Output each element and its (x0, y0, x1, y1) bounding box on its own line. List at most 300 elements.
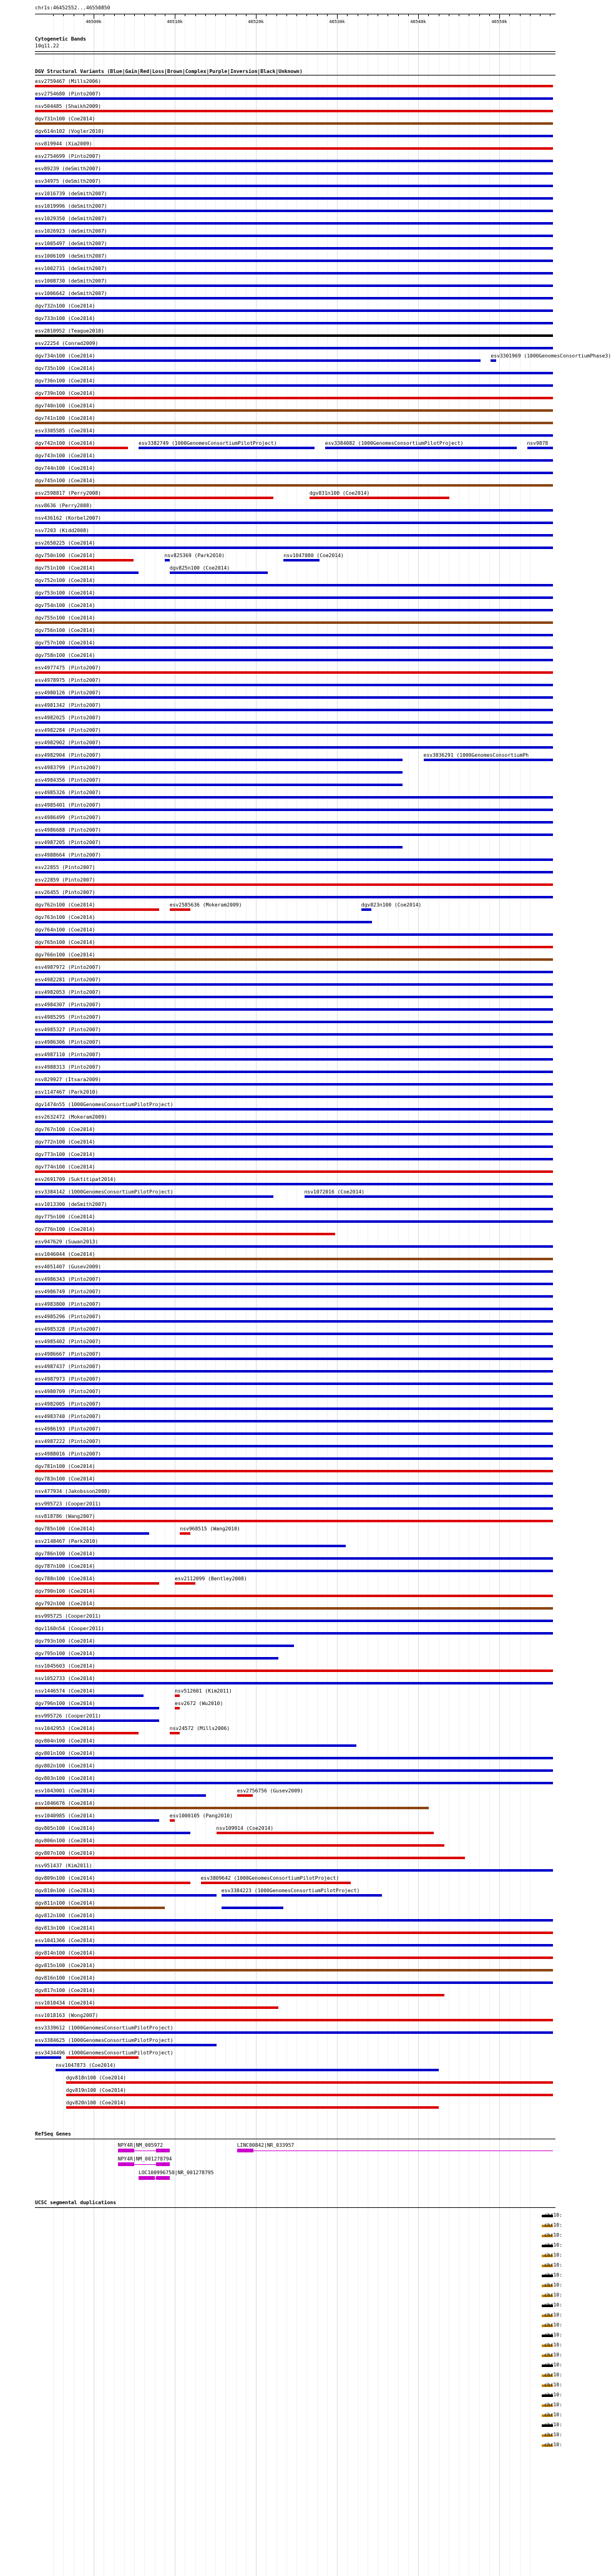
variant-bar[interactable] (35, 1582, 159, 1585)
variant-label[interactable]: esv1006642 (deSmith2007) (35, 291, 107, 296)
variant-label[interactable]: esv1016739 (deSmith2007) (35, 191, 107, 197)
segdup-label[interactable]: chr10: (544, 2252, 562, 2258)
variant-label[interactable]: esv3382749 (1000GenomesConsortiumPilotProject) (139, 440, 277, 446)
variant-label[interactable]: dgv809n100 (Coe2014) (35, 1875, 95, 1881)
segdup-label[interactable]: chr10: (544, 2412, 562, 2418)
variant-bar[interactable] (35, 297, 553, 299)
variant-bar[interactable] (175, 1694, 180, 1697)
variant-label[interactable]: nsv24572 (Mills2006) (169, 1726, 230, 1731)
variant-label[interactable]: esv1008730 (deSmith2007) (35, 278, 107, 284)
variant-label[interactable]: dgv815n100 (Coe2014) (35, 1963, 95, 1968)
variant-label[interactable]: esv1046676 (Coe2014) (35, 1801, 95, 1806)
segdup-label[interactable]: chr10: (544, 2422, 562, 2428)
variant-bar[interactable] (35, 1120, 553, 1123)
segdup-label[interactable]: chr10: (544, 2382, 562, 2388)
variant-bar[interactable] (35, 372, 553, 374)
variant-bar[interactable] (35, 584, 553, 586)
variant-bar[interactable] (66, 2056, 139, 2059)
variant-bar[interactable] (35, 97, 553, 100)
variant-label[interactable]: esv4988016 (Pinto2007) (35, 1451, 101, 1457)
variant-bar[interactable] (35, 1944, 553, 1947)
variant-label[interactable]: dgv816n100 (Coe2014) (35, 1975, 95, 1981)
variant-bar[interactable] (35, 172, 553, 175)
variant-label[interactable]: esv1043001 (Coe2014) (35, 1788, 95, 1794)
segdup-label[interactable]: chr10: (544, 2322, 562, 2328)
variant-bar[interactable] (35, 1570, 553, 1572)
variant-bar[interactable] (35, 834, 553, 836)
segdup-label[interactable]: chr10: (544, 2372, 562, 2378)
variant-label[interactable]: esv4978975 (Pinto2007) (35, 678, 101, 683)
variant-label[interactable]: nsv968515 (Wang2010) (180, 1526, 240, 1532)
variant-bar[interactable] (35, 746, 553, 749)
variant-label[interactable]: nsv818786 (Wang2007) (35, 1514, 95, 1519)
variant-bar[interactable] (35, 1707, 159, 1709)
variant-label[interactable]: esv995726 (Cooper2011) (35, 1713, 101, 1719)
variant-bar[interactable] (170, 908, 190, 911)
cyto-band-label[interactable]: 10q11.22 (35, 43, 59, 49)
segdup-label[interactable]: chr10: (544, 2392, 562, 2398)
variant-bar[interactable] (35, 1645, 294, 1647)
variant-label[interactable]: dgv790n100 (Coe2014) (35, 1588, 95, 1594)
gene-exon[interactable] (139, 2176, 155, 2180)
variant-bar[interactable] (35, 1145, 553, 1148)
variant-label[interactable]: nsv504485 (Shaikh2009) (35, 104, 101, 109)
variant-label[interactable]: dgv762n100 (Coe2014) (35, 902, 95, 908)
variant-label[interactable]: nsv829927 (Itsara2009) (35, 1077, 101, 1082)
variant-bar[interactable] (35, 908, 159, 911)
variant-label[interactable]: esv26455 (Pinto2007) (35, 890, 95, 895)
variant-label[interactable]: dgv1474n55 (1000GenomesConsortiumPilotProject) (35, 1102, 174, 1107)
variant-label[interactable]: esv2632472 (Mokeram2009) (35, 1114, 107, 1120)
variant-label[interactable]: esv4987222 (Pinto2007) (35, 1439, 101, 1444)
gene-exon[interactable] (156, 2149, 170, 2152)
variant-bar[interactable] (35, 709, 553, 711)
variant-label[interactable]: dgv757n100 (Coe2014) (35, 640, 95, 646)
variant-label[interactable]: esv4982025 (Pinto2007) (35, 715, 101, 721)
variant-label[interactable]: esv2691709 (Suktitipat2014) (35, 1177, 117, 1182)
variant-bar[interactable] (35, 422, 553, 424)
variant-bar[interactable] (35, 571, 139, 574)
variant-label[interactable]: esv4987110 (Pinto2007) (35, 1052, 101, 1057)
variant-label[interactable]: dgv755n100 (Coe2014) (35, 615, 95, 621)
variant-bar[interactable] (35, 1819, 159, 1822)
variant-bar[interactable] (35, 522, 553, 524)
variant-label[interactable]: esv1040985 (Coe2014) (35, 1813, 95, 1819)
variant-bar[interactable] (35, 1732, 139, 1734)
variant-bar[interactable] (175, 1707, 180, 1709)
variant-label[interactable]: esv4983740 (Pinto2007) (35, 1414, 101, 1419)
variant-label[interactable]: dgv751n100 (Coe2014) (35, 565, 95, 571)
variant-bar[interactable] (35, 309, 553, 312)
variant-label[interactable]: dgv810n100 (Coe2014) (35, 1888, 95, 1893)
variant-label[interactable]: dgv811n100 (Coe2014) (35, 1900, 95, 1906)
variant-label[interactable]: dgv805n100 (Coe2014) (35, 1825, 95, 1831)
variant-label[interactable]: dgv739n100 (Coe2014) (35, 391, 95, 396)
variant-bar[interactable] (165, 559, 170, 561)
variant-bar[interactable] (35, 122, 553, 125)
variant-label[interactable]: esv22855 (Pinto2007) (35, 865, 95, 870)
variant-bar[interactable] (35, 1008, 553, 1011)
variant-bar[interactable] (35, 684, 553, 686)
variant-label[interactable]: dgv801n100 (Coe2014) (35, 1751, 95, 1756)
variant-bar[interactable] (35, 1383, 553, 1385)
variant-label[interactable]: dgv731n100 (Coe2014) (35, 116, 95, 122)
variant-label[interactable]: esv4986306 (Pinto2007) (35, 1039, 101, 1045)
variant-bar[interactable] (237, 1794, 253, 1797)
variant-bar[interactable] (35, 1857, 465, 1859)
variant-bar[interactable] (424, 759, 554, 761)
variant-bar[interactable] (310, 497, 449, 499)
variant-label[interactable]: esv4986193 (Pinto2007) (35, 1426, 101, 1432)
variant-label[interactable]: esv4981342 (Pinto2007) (35, 702, 101, 708)
variant-bar[interactable] (35, 996, 553, 998)
variant-label[interactable]: esv995723 (Cooper2011) (35, 1501, 101, 1507)
variant-label[interactable]: esv947629 (Suwan2013) (35, 1239, 99, 1245)
variant-label[interactable]: esv995725 (Cooper2011) (35, 1613, 101, 1619)
variant-label[interactable]: esv4980709 (Pinto2007) (35, 1389, 101, 1394)
variant-label[interactable]: dgv756n100 (Coe2014) (35, 628, 95, 633)
variant-label[interactable]: dgv825n100 (Coe2014) (169, 565, 230, 571)
variant-bar[interactable] (35, 1407, 553, 1410)
variant-label[interactable]: esv1005497 (deSmith2007) (35, 241, 107, 246)
variant-bar[interactable] (35, 1694, 144, 1697)
variant-bar[interactable] (35, 1208, 553, 1210)
variant-bar[interactable] (35, 1295, 553, 1298)
variant-label[interactable]: esv4985295 (Pinto2007) (35, 1014, 101, 1020)
variant-bar[interactable] (35, 447, 128, 449)
variant-label[interactable]: nsv512601 (Kim2011) (175, 1688, 232, 1694)
variant-bar[interactable] (35, 1719, 159, 1722)
variant-bar[interactable] (35, 272, 553, 275)
variant-label[interactable]: esv22859 (Pinto2007) (35, 877, 95, 883)
variant-bar[interactable] (35, 1620, 553, 1622)
variant-label[interactable]: esv1026923 (deSmith2007) (35, 228, 107, 234)
variant-bar[interactable] (35, 1994, 444, 1996)
variant-label[interactable]: dgv792n100 (Coe2014) (35, 1601, 95, 1606)
variant-bar[interactable] (35, 1632, 553, 1635)
variant-bar[interactable] (35, 983, 553, 986)
variant-label[interactable]: dgv813n100 (Coe2014) (35, 1925, 95, 1931)
variant-bar[interactable] (35, 1233, 335, 1235)
variant-bar[interactable] (66, 2094, 553, 2096)
variant-bar[interactable] (35, 1071, 553, 1073)
variant-label[interactable]: dgv767n100 (Coe2014) (35, 1127, 95, 1132)
variant-label[interactable]: esv4985327 (Pinto2007) (35, 1027, 101, 1033)
variant-label[interactable]: esv2672 (Wu2010) (175, 1701, 223, 1706)
variant-bar[interactable] (35, 1782, 553, 1784)
variant-bar[interactable] (35, 1457, 553, 1460)
variant-label[interactable]: dgv818n100 (Coe2014) (66, 2075, 127, 2081)
variant-label[interactable]: dgv819n100 (Coe2014) (66, 2088, 127, 2093)
variant-bar[interactable] (35, 1158, 553, 1160)
variant-label[interactable]: nsv1446574 (Coe2014) (35, 1688, 95, 1694)
variant-bar[interactable] (35, 1096, 553, 1098)
variant-bar[interactable] (35, 334, 553, 337)
variant-label[interactable]: dgv741n100 (Coe2014) (35, 416, 95, 421)
variant-bar[interactable] (35, 1757, 553, 1759)
variant-label[interactable]: esv1041366 (Coe2014) (35, 1938, 95, 1943)
variant-bar[interactable] (35, 1333, 553, 1335)
variant-bar[interactable] (139, 447, 315, 449)
variant-label[interactable]: esv4983800 (Pinto2007) (35, 1301, 101, 1307)
variant-bar[interactable] (35, 185, 553, 187)
variant-bar[interactable] (35, 484, 553, 487)
segdup-label[interactable]: chr10: (544, 2212, 562, 2218)
segdup-label[interactable]: chr10: (544, 2352, 562, 2358)
variant-bar[interactable] (35, 359, 481, 362)
variant-label[interactable]: esv4982284 (Pinto2007) (35, 727, 101, 733)
variant-bar[interactable] (35, 1133, 553, 1135)
variant-label[interactable]: nsv9878 (527, 440, 549, 446)
segdup-label[interactable]: chr10: (544, 2312, 562, 2318)
variant-label[interactable]: esv3339612 (1000GenomesConsortiumPilotProject) (35, 2025, 174, 2031)
variant-label[interactable]: dgv744n100 (Coe2014) (35, 465, 95, 471)
variant-label[interactable]: esv4984307 (Pinto2007) (35, 1002, 101, 1008)
variant-label[interactable]: esv2650225 (Coe2014) (35, 540, 95, 546)
variant-label[interactable]: dgv796n100 (Coe2014) (35, 1701, 95, 1706)
variant-bar[interactable] (491, 359, 496, 362)
variant-bar[interactable] (35, 160, 553, 162)
variant-label[interactable]: esv4986749 (Pinto2007) (35, 1289, 101, 1295)
variant-bar[interactable] (35, 110, 553, 112)
variant-bar[interactable] (35, 958, 553, 961)
variant-bar[interactable] (35, 472, 553, 474)
variant-bar[interactable] (35, 2056, 61, 2059)
variant-label[interactable]: esv1002731 (deSmith2007) (35, 266, 107, 271)
variant-bar[interactable] (35, 1981, 553, 1984)
variant-label[interactable]: dgv732n100 (Coe2014) (35, 303, 95, 309)
variant-bar[interactable] (35, 210, 553, 212)
variant-bar[interactable] (66, 2081, 553, 2084)
variant-bar[interactable] (35, 85, 553, 87)
variant-label[interactable]: esv1046044 (Coe2014) (35, 1252, 95, 1257)
variant-label[interactable]: dgv786n100 (Coe2014) (35, 1551, 95, 1557)
segdup-label[interactable]: chr10: (544, 2292, 562, 2298)
segdup-label[interactable]: chr10: (544, 2242, 562, 2248)
variant-label[interactable]: dgv733n100 (Coe2014) (35, 316, 95, 321)
variant-bar[interactable] (35, 2006, 278, 2009)
variant-bar[interactable] (35, 1894, 217, 1897)
variant-label[interactable]: esv4982005 (Pinto2007) (35, 1401, 101, 1407)
variant-bar[interactable] (35, 260, 553, 262)
variant-bar[interactable] (35, 1358, 553, 1360)
variant-bar[interactable] (175, 1582, 195, 1585)
segdup-label[interactable]: chr10: (544, 2342, 562, 2348)
variant-bar[interactable] (170, 1732, 180, 1734)
variant-label[interactable]: nsv819944 (Xia2009) (35, 141, 92, 147)
segdup-label[interactable]: chr10: (544, 2332, 562, 2338)
variant-label[interactable]: esv1006109 (deSmith2007) (35, 253, 107, 259)
variant-bar[interactable] (35, 347, 553, 349)
variant-label[interactable]: dgv807n100 (Coe2014) (35, 1850, 95, 1856)
variant-label[interactable]: dgv831n100 (Coe2014) (309, 490, 370, 496)
variant-bar[interactable] (35, 821, 553, 824)
variant-label[interactable]: dgv793n100 (Coe2014) (35, 1638, 95, 1644)
variant-bar[interactable] (361, 908, 372, 911)
variant-bar[interactable] (35, 1370, 553, 1373)
variant-bar[interactable] (35, 497, 273, 499)
variant-bar[interactable] (170, 1819, 175, 1822)
variant-bar[interactable] (35, 809, 553, 811)
variant-label[interactable]: esv3384223 (1000GenomesConsortiumPilotProject) (221, 1888, 360, 1893)
variant-bar[interactable] (222, 1894, 382, 1897)
variant-bar[interactable] (35, 384, 553, 387)
variant-bar[interactable] (35, 1395, 553, 1397)
variant-bar[interactable] (35, 1557, 553, 1560)
variant-label[interactable]: esv4985326 (Pinto2007) (35, 790, 101, 795)
variant-bar[interactable] (35, 1882, 190, 1884)
variant-label[interactable]: esv1013300 (deSmith2007) (35, 1202, 107, 1207)
variant-label[interactable]: esv4987973 (Pinto2007) (35, 1376, 101, 1382)
variant-label[interactable]: dgv773n100 (Coe2014) (35, 1152, 95, 1157)
variant-bar[interactable] (35, 771, 403, 774)
variant-bar[interactable] (35, 659, 553, 661)
segdup-label[interactable]: chr10: (544, 2402, 562, 2408)
variant-label[interactable]: dgv823n100 (Coe2014) (361, 902, 422, 908)
variant-label[interactable]: esv4982902 (Pinto2007) (35, 740, 101, 746)
variant-bar[interactable] (35, 1832, 190, 1834)
variant-label[interactable]: nsv1010434 (Coe2014) (35, 2000, 95, 2006)
variant-bar[interactable] (35, 2031, 553, 2034)
variant-label[interactable]: dgv787n100 (Coe2014) (35, 1563, 95, 1569)
variant-bar[interactable] (35, 409, 553, 412)
variant-label[interactable]: esv1147467 (Park2010) (35, 1089, 99, 1095)
variant-bar[interactable] (35, 222, 553, 225)
variant-bar[interactable] (35, 1345, 553, 1348)
variant-bar[interactable] (35, 247, 553, 250)
variant-bar[interactable] (35, 1532, 149, 1535)
variant-label[interactable]: esv34975 (deSmith2007) (35, 178, 101, 184)
variant-label[interactable]: esv2810952 (Teague2010) (35, 328, 104, 334)
variant-label[interactable]: dgv814n100 (Coe2014) (35, 1950, 95, 1956)
variant-bar[interactable] (35, 1657, 278, 1660)
variant-label[interactable]: esv4985328 (Pinto2007) (35, 1326, 101, 1332)
variant-label[interactable]: nsv8636 (Perry2008) (35, 503, 92, 508)
variant-bar[interactable] (35, 1420, 553, 1422)
variant-bar[interactable] (35, 671, 553, 674)
variant-label[interactable]: esv2148467 (Park2010) (35, 1538, 99, 1544)
variant-bar[interactable] (201, 1882, 351, 1884)
variant-bar[interactable] (35, 1794, 206, 1797)
variant-label[interactable]: esv2754680 (Pinto2007) (35, 91, 101, 97)
variant-label[interactable]: esv4051407 (Gusev2009) (35, 1264, 101, 1270)
variant-bar[interactable] (35, 559, 134, 561)
variant-bar[interactable] (35, 1545, 346, 1547)
variant-label[interactable]: dgv775n100 (Coe2014) (35, 1214, 95, 1220)
variant-label[interactable]: esv4986688 (Pinto2007) (35, 827, 101, 833)
variant-bar[interactable] (35, 1258, 553, 1260)
variant-bar[interactable] (35, 1495, 553, 1497)
variant-bar[interactable] (305, 1195, 553, 1198)
variant-bar[interactable] (35, 1844, 444, 1847)
variant-label[interactable]: dgv764n100 (Coe2014) (35, 927, 95, 933)
segdup-label[interactable]: chr10: (544, 2432, 562, 2437)
variant-bar[interactable] (35, 1046, 553, 1048)
variant-bar[interactable] (35, 197, 553, 200)
variant-label[interactable]: nsv7203 (Kidd2008) (35, 528, 89, 533)
variant-bar[interactable] (35, 646, 553, 649)
gene-exon[interactable] (156, 2176, 170, 2180)
variant-label[interactable]: esv3384625 (1000GenomesConsortiumPilotProject) (35, 2038, 174, 2043)
variant-bar[interactable] (35, 1183, 553, 1185)
variant-label[interactable]: esv1000105 (Pang2010) (169, 1813, 233, 1819)
variant-label[interactable]: esv3301969 (1000GenomesConsortiumPhase3) (491, 353, 611, 359)
gene-exon[interactable] (118, 2149, 134, 2152)
variant-bar[interactable] (35, 609, 553, 611)
gene-exon[interactable] (118, 2162, 134, 2166)
variant-bar[interactable] (35, 1507, 553, 1510)
variant-label[interactable]: esv3434496 (1000GenomesConsortiumPilotProject) (35, 2050, 174, 2056)
variant-label[interactable]: esv2754699 (Pinto2007) (35, 153, 101, 159)
variant-label[interactable]: dgv804n100 (Coe2014) (35, 1738, 95, 1744)
variant-bar[interactable] (56, 2069, 439, 2071)
variant-label[interactable]: dgv735n100 (Coe2014) (35, 366, 95, 371)
variant-bar[interactable] (35, 1919, 553, 1922)
variant-bar[interactable] (283, 559, 320, 561)
variant-bar[interactable] (35, 284, 553, 287)
variant-bar[interactable] (35, 1470, 553, 1472)
variant-bar[interactable] (35, 1670, 553, 1672)
gene-exon[interactable] (156, 2162, 170, 2166)
variant-label[interactable]: nsv1047080 (Coe2014) (283, 553, 344, 558)
gene-label[interactable]: NPY4R|NM_001278794 (117, 2156, 172, 2162)
variant-label[interactable]: nsv109914 (Coe2014) (216, 1825, 274, 1831)
variant-bar[interactable] (35, 784, 403, 786)
variant-label[interactable]: esv4983799 (Pinto2007) (35, 765, 101, 770)
variant-bar[interactable] (35, 1932, 553, 1934)
variant-bar[interactable] (35, 1744, 356, 1747)
variant-bar[interactable] (35, 2044, 217, 2046)
variant-bar[interactable] (35, 1245, 553, 1248)
variant-bar[interactable] (35, 871, 553, 873)
variant-label[interactable]: esv4987205 (Pinto2007) (35, 840, 101, 845)
variant-label[interactable]: nsv1045603 (Coe2014) (35, 1663, 95, 1669)
variant-label[interactable]: esv4987437 (Pinto2007) (35, 1364, 101, 1369)
variant-label[interactable]: nsv1072016 (Coe2014) (304, 1189, 364, 1195)
variant-bar[interactable] (35, 147, 553, 150)
variant-label[interactable]: esv4986343 (Pinto2007) (35, 1276, 101, 1282)
variant-label[interactable]: dgv765n100 (Coe2014) (35, 940, 95, 945)
variant-label[interactable]: esv4988664 (Pinto2007) (35, 852, 101, 858)
variant-bar[interactable] (35, 1956, 553, 1959)
variant-bar[interactable] (170, 571, 268, 574)
variant-bar[interactable] (35, 921, 372, 923)
variant-bar[interactable] (35, 135, 553, 137)
variant-bar[interactable] (35, 596, 553, 599)
variant-bar[interactable] (217, 1832, 434, 1834)
variant-label[interactable]: dgv820n100 (Coe2014) (66, 2100, 127, 2106)
variant-label[interactable]: esv4982053 (Pinto2007) (35, 989, 101, 995)
variant-label[interactable]: esv4977475 (Pinto2007) (35, 665, 101, 671)
segdup-label[interactable]: chr10: (544, 2282, 562, 2288)
variant-label[interactable]: esv4986667 (Pinto2007) (35, 1351, 101, 1357)
variant-bar[interactable] (222, 1907, 284, 1909)
variant-label[interactable]: dgv743n100 (Coe2014) (35, 453, 95, 459)
variant-label[interactable]: nsv436162 (Korbel2007) (35, 515, 101, 521)
variant-label[interactable]: dgv734n100 (Coe2014) (35, 353, 95, 359)
variant-bar[interactable] (35, 696, 553, 699)
variant-bar[interactable] (35, 509, 553, 512)
variant-bar[interactable] (35, 933, 553, 936)
variant-bar[interactable] (35, 721, 553, 724)
variant-label[interactable]: dgv750n100 (Coe2014) (35, 553, 95, 558)
segdup-label[interactable]: chr10: (544, 2222, 562, 2228)
variant-bar[interactable] (35, 1033, 553, 1036)
segdup-label[interactable]: chr10: (544, 2302, 562, 2308)
variant-label[interactable]: dgv745n100 (Coe2014) (35, 478, 95, 484)
variant-label[interactable]: dgv817n100 (Coe2014) (35, 1988, 95, 1993)
variant-bar[interactable] (527, 447, 554, 449)
